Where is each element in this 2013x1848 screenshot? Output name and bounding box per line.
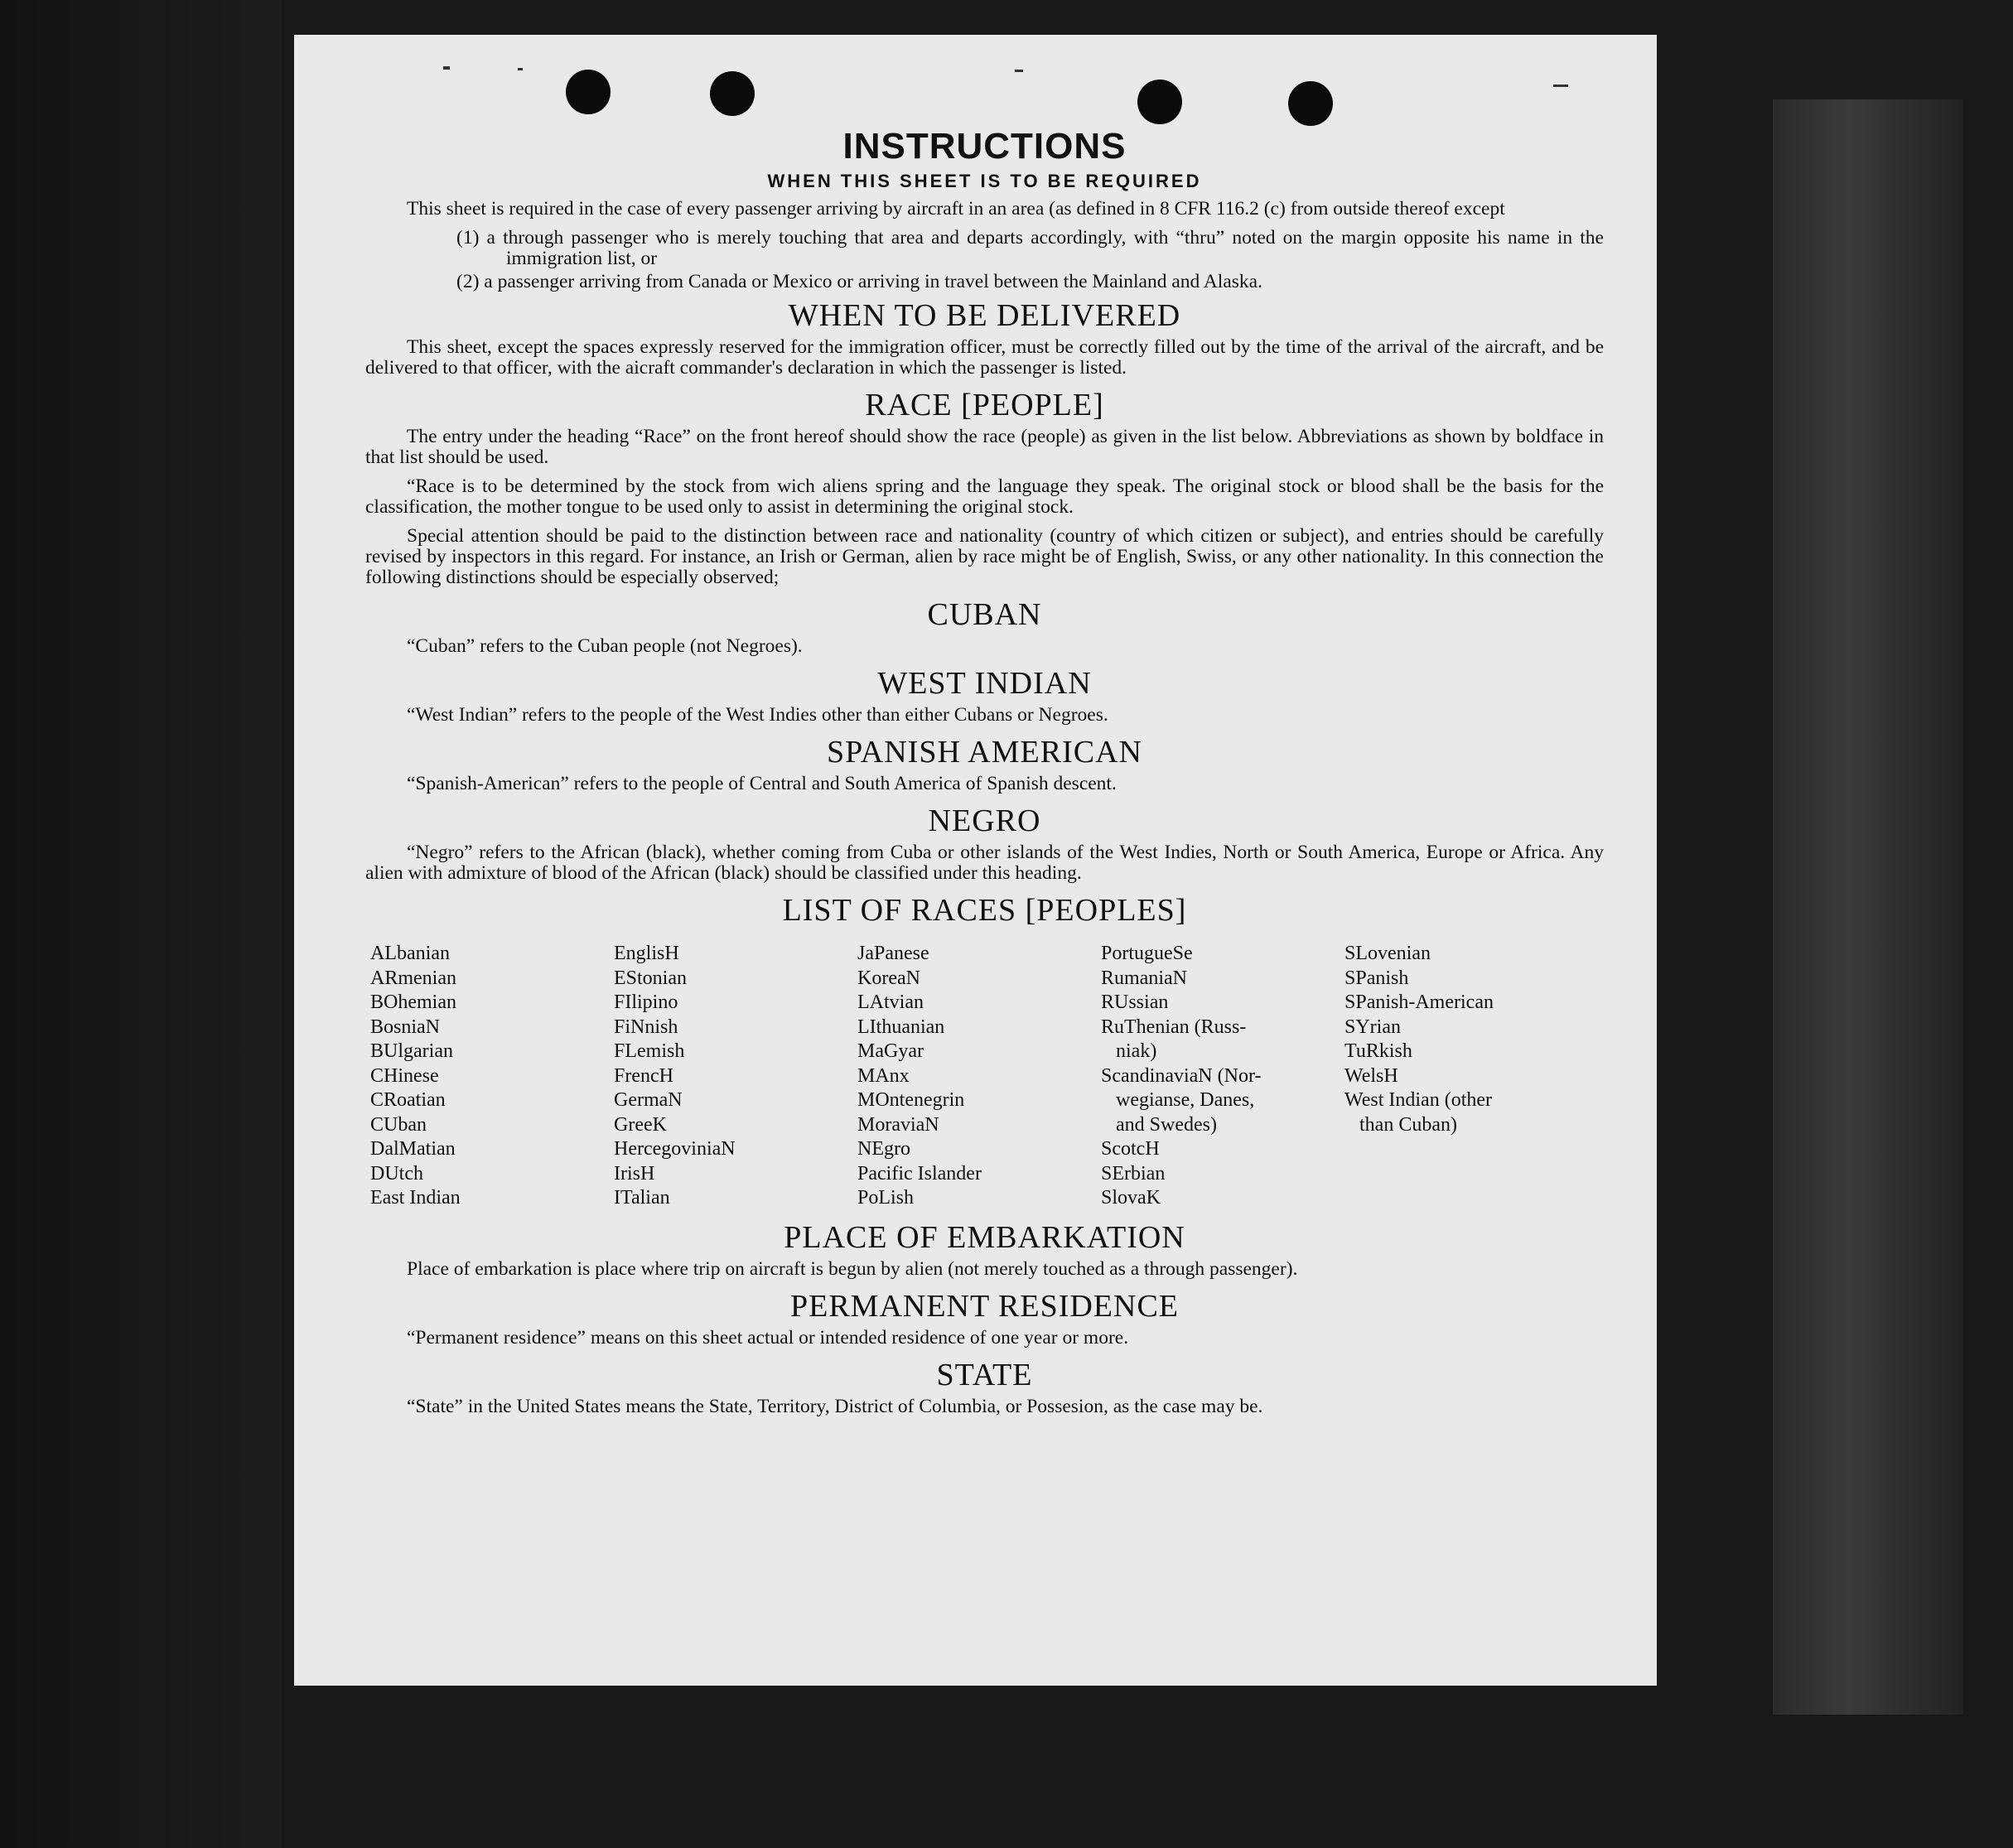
race-entry: SYrian — [1344, 1016, 1401, 1038]
race-entry: MoraviaN — [857, 1113, 939, 1136]
race-column — [857, 942, 1101, 1211]
punch-hole — [566, 70, 611, 114]
race-entry: ALbanian — [370, 943, 450, 964]
race-entry: TuRkish — [1344, 1040, 1412, 1062]
document-page — [294, 35, 1657, 1686]
punch-hole — [1137, 80, 1182, 124]
race-entry: CHinese — [370, 1064, 439, 1087]
race-entry: wegianse, Danes, — [1101, 1089, 1255, 1111]
section-heading: WHEN THIS SHEET IS TO BE REQUIRED — [767, 171, 1202, 191]
paragraph: This sheet is required in the case of every passenger arriving by aircraft in an area (as defined in 8 CFR 116.2 (c) from outside thereof except — [407, 198, 1505, 220]
race-entry: and Swedes) — [1101, 1113, 1217, 1136]
race-entry: FLemish — [614, 1040, 685, 1062]
paragraph: Special attention should be paid to the distinction between race and nationality (country of which citizen or subject), and entries should be carefully revised by inspectors in this regard. For instance, an Irish or German, alien by race might be of English, Swiss, or any other nationality. In this connection the following distinctions should be especially observed; — [365, 525, 1604, 588]
race-entry: LIthuanian — [857, 1016, 945, 1038]
race-entry: MOntenegrin — [857, 1089, 965, 1111]
dark-scan-background-left — [0, 0, 282, 1848]
race-entry: BosniaN — [370, 1016, 440, 1038]
scan-speck — [1015, 70, 1023, 72]
race-entry: EnglisH — [614, 943, 679, 964]
race-entry: FIlipino — [614, 992, 678, 1013]
race-entry: RuThenian (Russ- — [1101, 1016, 1247, 1038]
race-entry: DalMatian — [370, 1138, 456, 1160]
section-heading: RACE [PEOPLE] — [865, 388, 1104, 422]
race-entry: JaPanese — [857, 943, 929, 964]
race-entry: CUban — [370, 1113, 427, 1136]
race-entry: SPanish — [1344, 967, 1409, 989]
race-entry: EStonian — [614, 967, 687, 989]
punch-hole — [1288, 81, 1333, 126]
race-entry: ScandinaviaN (Nor- — [1101, 1064, 1262, 1087]
dark-scan-background-right — [1773, 99, 1963, 1715]
race-entry: PoLish — [857, 1187, 915, 1209]
punch-hole — [710, 71, 755, 116]
race-column — [614, 942, 857, 1211]
race-entry: RUssian — [1101, 992, 1169, 1013]
race-entry: MaGyar — [857, 1040, 924, 1062]
scan-speck — [443, 66, 450, 70]
paragraph: The entry under the heading “Race” on the front hereof should show the race (people) as given in the list below. Abbreviations as shown by boldface in that list should be used. — [365, 426, 1604, 468]
race-entry: GreeK — [614, 1113, 667, 1136]
race-entry: GermaN — [614, 1089, 683, 1111]
race-entry: DUtch — [370, 1162, 423, 1185]
race-entry: FrencH — [614, 1064, 673, 1087]
race-entry: RumaniaN — [1101, 967, 1187, 989]
section-heading: NEGRO — [928, 803, 1041, 838]
race-entry: than Cuban) — [1344, 1113, 1457, 1136]
race-entry: NEgro — [857, 1138, 910, 1160]
paragraph: This sheet, except the spaces expressly reserved for the immigration officer, must be correctly filled out by the time of the arrival of the aircraft, and be delivered to that officer, with the aicraft commander's declaration in which the passenger is listed. — [365, 336, 1604, 379]
paragraph: “Spanish-American” refers to the people of Central and South America of Spanish descent. — [407, 773, 1117, 794]
race-entry: niak) — [1101, 1040, 1157, 1062]
paragraph: “Negro” refers to the African (black), whether coming from Cuba or other islands of the West Indies, North or South America, Europe or Africa. Any alien with admixture of blood of the African (black) should be classified under this heading. — [365, 842, 1604, 884]
race-entry: MAnx — [857, 1064, 910, 1087]
section-heading: CUBAN — [927, 597, 1042, 632]
race-entry: SPanish-American — [1344, 992, 1494, 1013]
document-title: INSTRUCTIONS — [842, 126, 1127, 166]
paragraph: “Cuban” refers to the Cuban people (not Negroes). — [407, 635, 803, 657]
list-item: (2) a passenger arriving from Canada or Mexico or arriving in travel between the Mainland and Alaska. — [456, 271, 1262, 292]
section-heading: PLACE OF EMBARKATION — [784, 1219, 1185, 1255]
race-entry: BOhemian — [370, 992, 456, 1013]
document-content — [365, 126, 1604, 1426]
race-entry: West Indian (other — [1344, 1089, 1493, 1111]
section-heading: SPANISH AMERICAN — [827, 735, 1142, 770]
race-entry: ITalian — [614, 1187, 670, 1209]
list-item: (1) a through passenger who is merely touching that area and departs accordingly, with “thru” noted on the margin opposite his name in the immigration list, or — [456, 227, 1604, 269]
section-heading: WHEN TO BE DELIVERED — [788, 298, 1181, 333]
scan-speck — [518, 68, 523, 70]
paragraph: “Race is to be determined by the stock from wich aliens spring and the language they speak. The original stock or blood shall be the basis for the classification, the mother tongue to be used only to assist in determining the original stock. — [365, 475, 1604, 518]
section-heading: WEST INDIAN — [877, 666, 1092, 701]
race-entry: SErbian — [1101, 1162, 1166, 1185]
paragraph: “West Indian” refers to the people of the West Indies other than either Cubans or Negroes. — [407, 704, 1108, 726]
race-entry: East Indian — [370, 1187, 461, 1209]
race-entry: SLovenian — [1344, 943, 1431, 964]
race-entry: FiNnish — [614, 1016, 678, 1038]
scan-speck — [1553, 84, 1568, 87]
race-column — [1344, 942, 1588, 1211]
race-entry: ScotcH — [1101, 1138, 1160, 1160]
section-heading: PERMANENT RESIDENCE — [789, 1288, 1180, 1324]
race-entry: IrisH — [614, 1162, 655, 1185]
race-entry: WelsH — [1344, 1064, 1398, 1087]
race-entry: BUlgarian — [370, 1040, 453, 1062]
race-entry: CRoatian — [370, 1089, 446, 1111]
section-heading: LIST OF RACES [PEOPLES] — [782, 893, 1187, 928]
section-heading: STATE — [936, 1357, 1033, 1392]
race-entry: PortugueSe — [1101, 943, 1193, 964]
race-entry: LAtvian — [857, 992, 924, 1013]
race-entry: KoreaN — [857, 967, 920, 989]
race-entry: Pacific Islander — [857, 1162, 982, 1185]
race-entry: ARmenian — [370, 967, 456, 989]
race-entry: SlovaK — [1101, 1187, 1161, 1209]
paragraph: “Permanent residence” means on this sheet actual or intended residence of one year or more. — [407, 1326, 1129, 1349]
paragraph: Place of embarkation is place where trip on aircraft is begun by alien (not merely touched as a through passenger). — [407, 1257, 1298, 1280]
race-column — [370, 942, 614, 1211]
race-list — [370, 942, 1588, 1211]
paragraph: “State” in the United States means the State, Territory, District of Columbia, or Possesion, as the case may be. — [407, 1395, 1263, 1417]
race-column — [1101, 942, 1344, 1211]
race-entry: HercegoviniaN — [614, 1138, 736, 1160]
